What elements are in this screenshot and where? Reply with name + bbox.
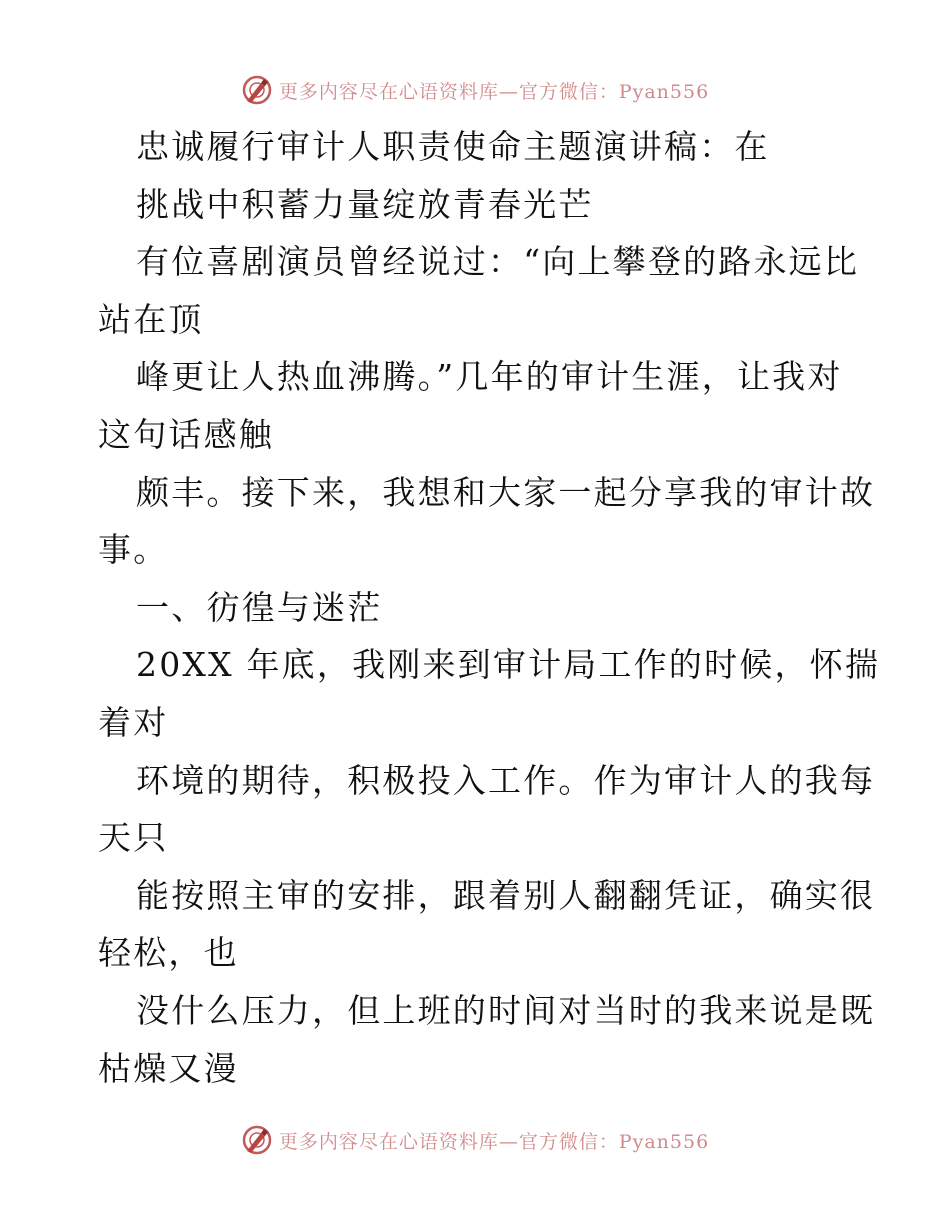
- pen-logo-icon: [241, 74, 273, 106]
- title-line-1: 忠诚履行审计人职责使命主题演讲稿：在: [136, 127, 770, 166]
- footer-watermark-text: 更多内容尽在心语资料库—官方微信：Pyan556: [278, 1130, 710, 1153]
- paragraph-line: 站在顶: [98, 299, 204, 339]
- paragraph-line: 20XX 年底，我刚来到审计局工作的时候，怀揣: [136, 645, 881, 685]
- paragraph-line: 事。: [98, 530, 169, 570]
- paragraph-line: 着对: [98, 702, 169, 742]
- paragraph-line: 没什么压力，但上班的时间对当时的我来说是既: [136, 990, 876, 1030]
- paragraph-line: 环境的期待，积极投入工作。作为审计人的我每: [136, 760, 876, 800]
- paragraph-line: 能按照主审的安排，跟着别人翻翻凭证，确实很: [136, 875, 876, 915]
- paragraph-line: 这句话感触: [98, 414, 274, 454]
- footer-watermark: [0, 1120, 950, 1160]
- title-line-2: 挑战中积蓄力量绽放青春光芒: [136, 184, 594, 224]
- section-heading: 一、彷徨与迷茫: [136, 587, 383, 627]
- document-body: [98, 118, 881, 1097]
- paragraph-line: 峰更让人热血沸腾。”几年的审计生涯，让我对: [136, 357, 843, 397]
- paragraph-line: 颇丰。接下来，我想和大家一起分享我的审计故: [136, 472, 876, 512]
- header-watermark-text: 更多内容尽在心语资料库—官方微信：Pyan556: [278, 80, 710, 103]
- paragraph-line: 有位喜剧演员曾经说过：“向上攀登的路永远比: [136, 242, 860, 282]
- pen-logo-icon: [241, 1124, 273, 1156]
- paragraph-line: 轻松，也: [98, 933, 239, 973]
- paragraph-line: 天只: [98, 818, 169, 858]
- paragraph-line: 枯燥又漫: [98, 1048, 239, 1088]
- header-watermark: [0, 70, 950, 110]
